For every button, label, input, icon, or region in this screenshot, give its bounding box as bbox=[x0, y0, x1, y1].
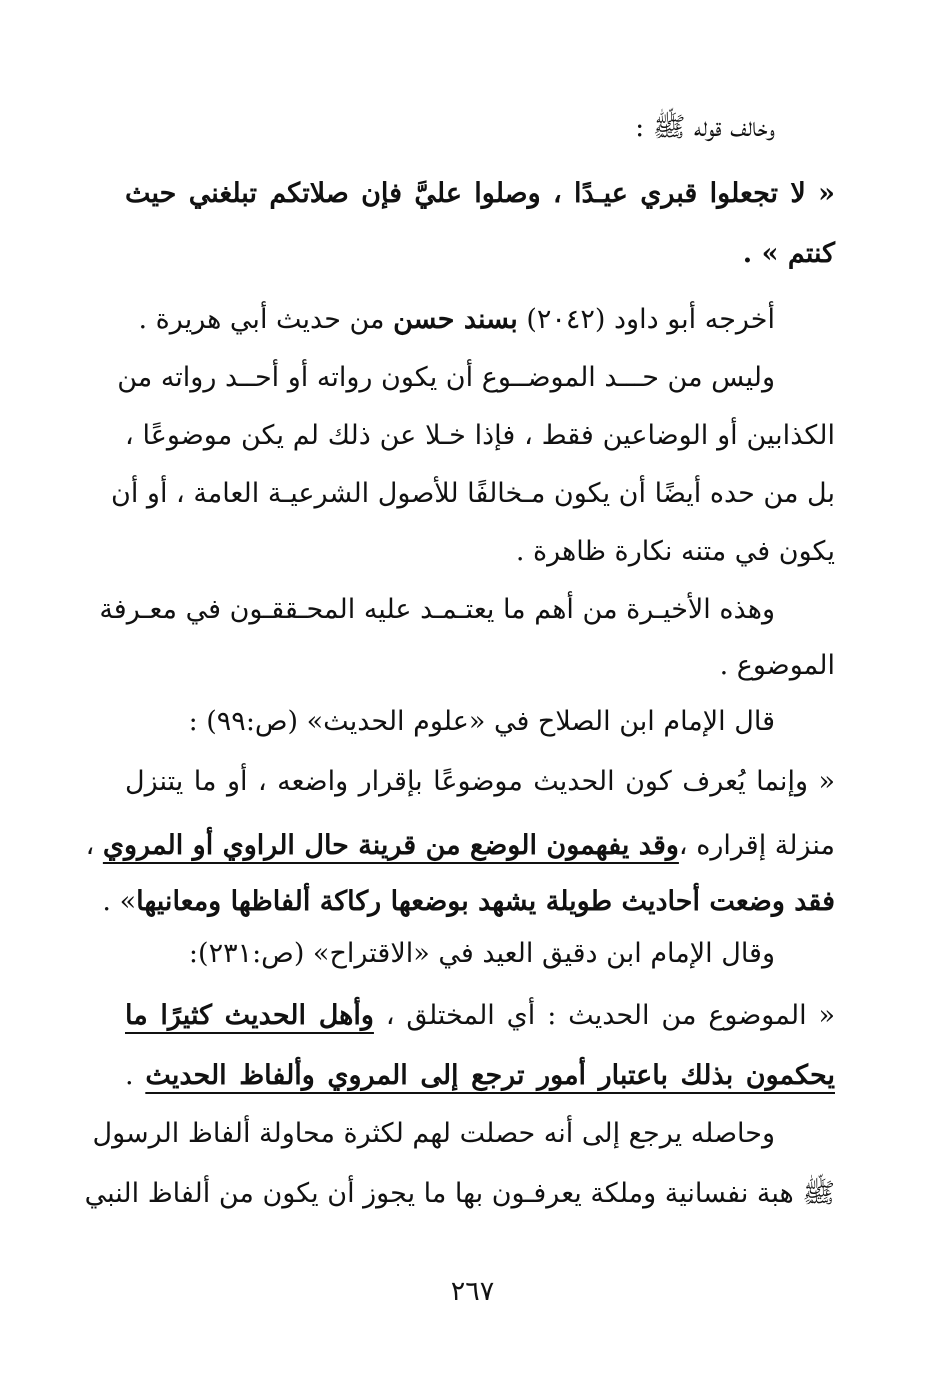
text-line: الكذابين أو الوضاعين فقط ، فإذا خـلا عن ذلك لم يكن موضوعًا ، bbox=[125, 420, 835, 451]
hadith-quote-line: « لا تجعلوا قبري عيـدًا ، وصلوا عليَّ فإن صلاتكم تبلغني حيث bbox=[125, 178, 835, 209]
text-line: الموضوع . bbox=[719, 650, 835, 681]
underlined-emphasis: وأهل الحديث كثيرًا ما bbox=[125, 1000, 374, 1031]
bold-emphasis: فقد وضعت أحاديث طويلة يشهد بوضعها ركاكة ألفاظها ومعانيها bbox=[136, 886, 835, 917]
quote-line: فقد وضعت أحاديث طويلة يشهد بوضعها ركاكة ألفاظها ومعانيها» . bbox=[102, 886, 835, 917]
quote-line: يحكمون بذلك باعتبار أمور ترجع إلى المروي وألفاظ الحديث . bbox=[125, 1060, 835, 1091]
text-line: وهذه الأخيـرة من أهم ما يعتـمـد عليه المحـققـون في معـرفة bbox=[99, 594, 775, 625]
takhrij-line: أخرجه أبو داود (٢٠٤٢) بسند حسن من حديث أبي هريرة . bbox=[138, 304, 775, 335]
quote-line: « الموضوع من الحديث : أي المختلق ، وأهل الحديث كثيرًا ما bbox=[125, 1000, 835, 1031]
text-line: وحاصله يرجع إلى أنه حصلت لهم لكثرة محاولة ألفاظ الرسول bbox=[92, 1118, 775, 1149]
text-line: يكون في متنه نكارة ظاهرة . bbox=[515, 536, 835, 567]
text-line: قال الإمام ابن الصلاح في «علوم الحديث» (ص:٩٩) : bbox=[188, 706, 775, 737]
text-line: وخالف قوله ﷺ : bbox=[635, 112, 775, 143]
grading-text: بسند حسن bbox=[393, 304, 518, 335]
underlined-emphasis: وقد يفهمون الوضع من قرينة حال الراوي أو المروي bbox=[102, 830, 679, 861]
underlined-emphasis: يحكمون بذلك باعتبار أمور ترجع إلى المروي وألفاظ الحديث bbox=[145, 1060, 835, 1091]
quote-line: « وإنما يُعرف كون الحديث موضوعًا بإقرار واضعه ، أو ما يتنزل bbox=[125, 766, 835, 797]
text-line: بل من حده أيضًا أن يكون مـخالفًا للأصول الشرعيـة العامة ، أو أن bbox=[111, 478, 835, 509]
quote-line: منزلة إقراره ،وقد يفهمون الوضع من قرينة حال الراوي أو المروي ، bbox=[85, 830, 835, 861]
text-line: وليس من حـــد الموضــوع أن يكون رواته أو أحــد رواته من bbox=[117, 362, 775, 393]
hadith-quote-line: كنتم » . bbox=[742, 238, 835, 269]
text-line: ﷺ هبة نفسانية وملكة يعرفـون بها ما يجوز أن يكون من ألفاظ النبي bbox=[84, 1178, 835, 1209]
text-line: وقال الإمام ابن دقيق العيد في «الاقتراح» (ص:٢٣١): bbox=[188, 938, 775, 969]
page-number: ٢٦٧ bbox=[450, 1276, 495, 1307]
